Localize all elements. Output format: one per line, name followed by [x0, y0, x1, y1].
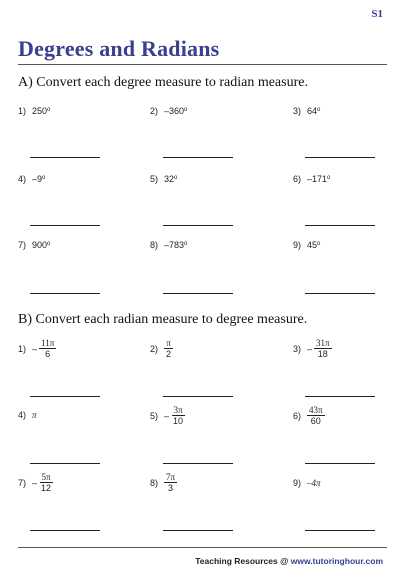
- minus-sign: –: [32, 343, 38, 354]
- problem-a3: [293, 106, 320, 116]
- footer-divider: [18, 547, 387, 548]
- problem-number: 4): [18, 410, 27, 420]
- problem-number: 8): [150, 477, 159, 488]
- answer-line[interactable]: [163, 396, 233, 397]
- footer-label: Teaching Resources @: [195, 556, 291, 566]
- degree-symbol: o: [184, 241, 188, 247]
- problem-number: 7): [18, 240, 27, 250]
- degree-symbol: o: [327, 175, 331, 181]
- problem-number: 3): [293, 106, 302, 116]
- worksheet-code: S1: [371, 8, 383, 20]
- numerator: 5π: [41, 472, 51, 482]
- degree-value: –360: [164, 106, 185, 116]
- degree-value: –783: [164, 240, 185, 250]
- degree-value: 64: [307, 106, 318, 116]
- degree-symbol: o: [42, 175, 46, 181]
- denominator: 2: [166, 349, 172, 360]
- problem-b8: [150, 472, 177, 494]
- numerator: 43π: [309, 405, 323, 415]
- problem-number: 5): [150, 410, 159, 421]
- problem-number: 3): [293, 343, 302, 354]
- degree-value: 900: [32, 240, 48, 250]
- degree-symbol: o: [47, 107, 51, 113]
- minus-sign: –: [32, 477, 38, 488]
- problem-number: 1): [18, 343, 27, 354]
- problem-number: 7): [18, 477, 27, 488]
- numerator: π: [166, 338, 171, 348]
- problem-number: 6): [293, 410, 302, 421]
- answer-line[interactable]: [305, 293, 375, 294]
- answer-line[interactable]: [30, 293, 100, 294]
- degree-value: –171: [307, 174, 328, 184]
- problem-number: 8): [150, 240, 159, 250]
- denominator: 18: [317, 349, 328, 360]
- answer-line[interactable]: [163, 225, 233, 226]
- degree-value: 45: [307, 240, 318, 250]
- answer-line[interactable]: [30, 396, 100, 397]
- degree-symbol: o: [317, 241, 321, 247]
- answer-line[interactable]: [30, 463, 100, 464]
- fraction: [39, 472, 53, 494]
- degree-symbol: o: [174, 175, 178, 181]
- minus-sign: –: [164, 410, 170, 421]
- answer-line[interactable]: [30, 157, 100, 158]
- problem-a5: [150, 174, 177, 184]
- problem-number: 9): [293, 478, 302, 488]
- problem-b4: [18, 410, 37, 420]
- denominator: 12: [41, 483, 52, 494]
- radian-value: –4π: [307, 478, 321, 488]
- fraction: [314, 338, 332, 360]
- problem-a9: [293, 240, 320, 250]
- answer-line[interactable]: [305, 396, 375, 397]
- problem-number: 2): [150, 106, 159, 116]
- problem-a7: [18, 240, 50, 250]
- problem-a1: [18, 106, 50, 116]
- degree-value: 250: [32, 106, 48, 116]
- problem-number: 6): [293, 174, 302, 184]
- fraction: [39, 338, 56, 360]
- answer-line[interactable]: [305, 157, 375, 158]
- fraction: [164, 338, 173, 360]
- answer-line[interactable]: [305, 530, 375, 531]
- answer-line[interactable]: [163, 157, 233, 158]
- answer-line[interactable]: [30, 225, 100, 226]
- problem-a8: [150, 240, 187, 250]
- answer-line[interactable]: [163, 293, 233, 294]
- denominator: 10: [173, 416, 184, 427]
- numerator: 31π: [316, 338, 330, 348]
- problem-number: 5): [150, 174, 159, 184]
- problem-number: 1): [18, 106, 27, 116]
- denominator: 6: [45, 349, 51, 360]
- problem-b7: [18, 472, 53, 494]
- answer-line[interactable]: [163, 530, 233, 531]
- problem-b5: [150, 405, 185, 427]
- problem-b9: [293, 478, 321, 488]
- answer-line[interactable]: [30, 530, 100, 531]
- problem-number: 2): [150, 343, 159, 354]
- radian-value: π: [32, 410, 37, 420]
- answer-line[interactable]: [305, 225, 375, 226]
- numerator: 3π: [173, 405, 183, 415]
- fraction: [164, 472, 177, 494]
- fraction: [171, 405, 185, 427]
- footer-link[interactable]: www.tutoringhour.com: [290, 556, 383, 566]
- numerator: 11π: [41, 338, 55, 348]
- fraction: [307, 405, 325, 427]
- problem-b1: [18, 338, 56, 360]
- footer-credit: [195, 556, 383, 566]
- section-a-heading: A) Convert each degree measure to radian measure.: [18, 75, 308, 90]
- problem-b6: [293, 405, 325, 427]
- problem-a4: [18, 174, 45, 184]
- denominator: 60: [310, 416, 321, 427]
- degree-value: 32: [164, 174, 175, 184]
- section-b-heading: B) Convert each radian measure to degree measure.: [18, 312, 308, 327]
- problem-b2: [150, 338, 173, 360]
- answer-line[interactable]: [305, 463, 375, 464]
- degree-value: –9: [32, 174, 43, 184]
- answer-line[interactable]: [163, 463, 233, 464]
- degree-symbol: o: [317, 107, 321, 113]
- title-divider: [18, 64, 387, 65]
- degree-symbol: o: [184, 107, 188, 113]
- degree-symbol: o: [47, 241, 51, 247]
- denominator: 3: [168, 483, 174, 494]
- problem-number: 9): [293, 240, 302, 250]
- problem-a6: [293, 174, 330, 184]
- problem-b3: [293, 338, 332, 360]
- problem-number: 4): [18, 174, 27, 184]
- problem-a2: [150, 106, 187, 116]
- minus-sign: –: [307, 343, 313, 354]
- numerator: 7π: [166, 472, 176, 482]
- page-title: Degrees and Radians: [18, 36, 220, 61]
